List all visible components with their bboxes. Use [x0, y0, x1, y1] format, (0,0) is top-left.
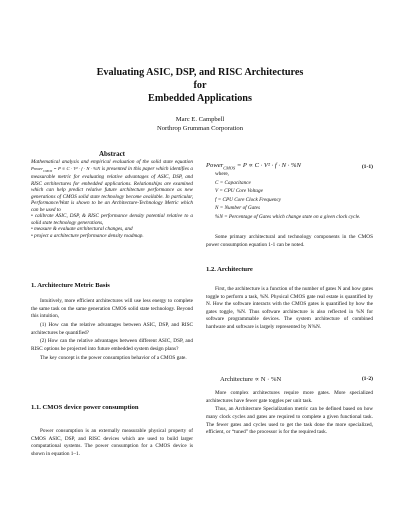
- title-line-1: Evaluating ASIC, DSP, and RISC Architectures: [96, 67, 304, 78]
- section-1-2-paragraph-1: First, the architecture is a function of the number of gates N and how gates toggle to perform a task, %N. Physical CMOS gate real estate is quantified by N. How the software interacts with the CMOS gates is quantified by how the gates toggle, %N. Thus software architecture is also reflected in %N for software programmable devices. The system architecture of combined hardware and software is largely represented by N%N.: [206, 286, 373, 330]
- section-1-question-1: (1) How can the relative advantages between ASIC, DSP, and RISC architectures be quantified?: [31, 321, 193, 336]
- section-1-2-heading: 1.2. Architecture: [206, 266, 253, 273]
- def-voltage: V = CPU Core Voltage: [215, 188, 263, 194]
- abstract-eq-lhs: Power: [31, 165, 43, 171]
- abstract-text-2: is presented in this paper which identifies a measurable metric for evaluating relative advantages of ASIC, DSP, and RISC architectures for embedded applications. Relationships are examined which can help predict relative future architecture performance as new generations of CMOS solid state technology become available. In particular, Performance/Watt is shown to be an Architecture-Technology Metric which can be used to: [31, 165, 193, 213]
- equation-1-rhs: = P ∝ C · V² · f · N · %N: [235, 162, 301, 169]
- section-1-1-paragraph: Power consumption is an externally measurable physical property of CMOS ASIC, DSP, and RISC devices which are used to build larger computational systems. The power consumption for a CMOS device is shown in equation 1–1.: [31, 428, 193, 457]
- abstract-bullet-1: • calibrate ASIC, DSP, & RISC performance density potential relative to a solid state technology generations,: [31, 213, 193, 226]
- section-1-body: [31, 298, 193, 364]
- equation-1-lhs-sub: CMOS: [223, 165, 236, 171]
- section-1-2-body: [206, 286, 373, 333]
- abstract-eq-sub: CMOS: [43, 168, 53, 173]
- section-1-question-2: (2) How can the relative advantages between different ASIC, DSP, and RISC options be projected into future embedded system design plans?: [31, 338, 193, 352]
- abstract-bullet-3: • project a architecture performance density roadmap.: [31, 232, 144, 239]
- abstract-body: [31, 159, 193, 239]
- equation-1-lhs: [206, 162, 235, 169]
- section-1-1-heading: 1.1. CMOS device power consumption: [31, 404, 139, 411]
- equation-2-number: (1-2): [361, 376, 373, 382]
- equation-1-lhs-text: Power: [206, 162, 224, 169]
- section-1-2-paragraph-2: More complex architectures require more gates. More specialized architectures have fewer gate toggles per unit task.: [206, 390, 373, 404]
- author-name: Marc E. Campbell: [175, 116, 225, 123]
- section-1-2-paragraph-3: Thus, an Architecture Specialization metric can be defined based on how many clock cycles and gates are required to complete a given functional task. The fewer gates and cycles used to get the task done the more specialized, efficient, or “tuned” the processor is for the required task.: [206, 406, 373, 436]
- section-1-heading: 1. Architecture Metric Basis: [31, 282, 110, 289]
- section-1-1-body: [31, 428, 193, 460]
- equation-1-definitions: [215, 170, 373, 221]
- where-label: where,: [215, 171, 229, 177]
- abstract-inline-equation: [31, 166, 100, 171]
- equation-1-followup-text: Some primary architectural and technology components in the CMOS power consumption equation 1-1 can be noted.: [206, 234, 373, 248]
- def-percent-gates: %N = Percentage of Gates which change state on a given clock cycle.: [215, 213, 361, 220]
- title-line-2: for: [193, 80, 207, 91]
- def-frequency: f = CPU Core Clock Frequency: [215, 196, 282, 203]
- author-affiliation: Northrop Grumman Corporation: [156, 125, 244, 132]
- paper-title: [0, 66, 400, 105]
- section-1-2-continued: [206, 390, 373, 438]
- equation-1-2: Architecture ∝ N · %N: [220, 376, 282, 383]
- abstract-paragraph: [31, 159, 193, 213]
- author-block: [0, 115, 400, 133]
- equation-1-number: (1-1): [361, 164, 373, 170]
- equation-1-followup: [206, 234, 373, 250]
- title-line-3: Embedded Applications: [148, 93, 252, 104]
- abstract-bullet-2: • measure & evaluate architectural changes, and: [31, 226, 133, 233]
- section-1-paragraph-1: Intuitively, more efficient architectures will use less energy to complete the same task on the same generation CMOS solid state technology. Beyond this intuition,: [31, 298, 193, 320]
- def-capacitance: C = Capacitance: [215, 179, 251, 186]
- def-num-gates: N = Number of Gates: [215, 205, 261, 211]
- abstract-eq-rhs: = P ∝ C · V² · f · N · %N: [52, 165, 101, 171]
- abstract-text-1: Mathematical analysis and empirical evaluation of the solid state equation: [31, 159, 193, 165]
- section-1-paragraph-2: The key concept is the power consumption behavior of a CMOS gate.: [40, 354, 187, 361]
- abstract-heading: Abstract: [98, 150, 126, 158]
